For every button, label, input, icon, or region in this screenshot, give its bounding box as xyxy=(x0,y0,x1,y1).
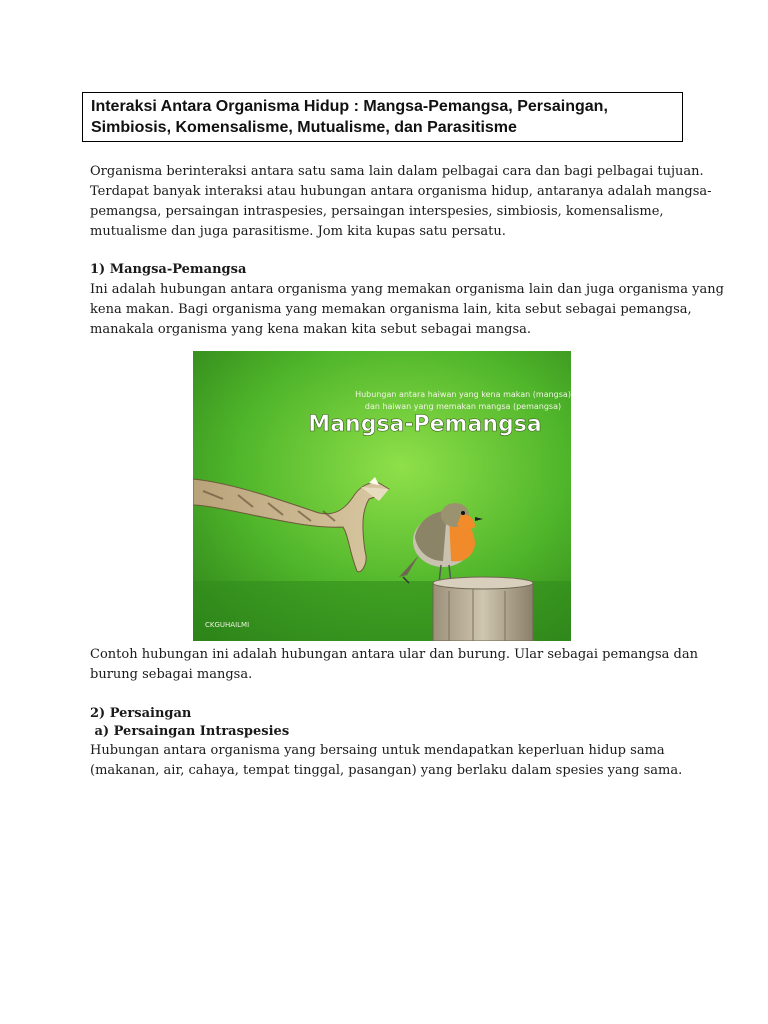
intro-line: Terdapat banyak interaksi atau hubungan antara organisma hidup, antaranya adalah mangsa- xyxy=(90,184,712,199)
section-2a-paragraph xyxy=(90,741,690,781)
title-line-2: Simbiosis, Komensalisme, Mutualisme, dan Parasitisme xyxy=(91,119,517,136)
intro-line: Organisma berinteraksi antara satu sama lain dalam pelbagai cara dan bagi pelbagai tujuan. xyxy=(90,164,704,179)
caption-line-2: dan haiwan yang memakan mangsa (pemangsa) xyxy=(364,402,562,411)
section-1-line: kena makan. Bagi organisma yang memakan organisma lain, kita sebut sebagai pemangsa, xyxy=(90,302,692,317)
example-paragraph xyxy=(90,645,698,685)
example-line: burung sebagai mangsa. xyxy=(90,667,253,682)
section-2a-line: (makanan, air, cahaya, tempat tinggal, pasangan) yang berlaku dalam spesies yang sama. xyxy=(90,763,683,778)
intro-line: mutualisme dan juga parasitisme. Jom kita kupas satu persatu. xyxy=(90,224,506,239)
image-title: Mangsa-Pemangsa xyxy=(308,412,542,437)
section-2-heading: 2) Persaingan xyxy=(90,706,192,721)
section-1-line: Ini adalah hubungan antara organisma yang memakan organisma lain dan juga organisma yang xyxy=(90,282,724,297)
section-2a-subheading: a) Persaingan Intraspesies xyxy=(90,724,290,739)
example-line: Contoh hubungan ini adalah hubungan antara ular dan burung. Ular sebagai pemangsa dan xyxy=(90,647,698,662)
predator-prey-image xyxy=(193,351,571,641)
section-1-paragraph xyxy=(90,280,724,340)
image-watermark: CKGUHAILMI xyxy=(205,621,250,629)
intro-paragraph xyxy=(90,162,712,242)
wooden-post xyxy=(433,577,533,641)
caption-line-1: Hubungan antara haiwan yang kena makan (mangsa) xyxy=(355,390,571,399)
intro-line: pemangsa, persaingan intraspesies, persaingan interspesies, simbiosis, komensalisme, xyxy=(90,204,664,219)
page-title xyxy=(82,92,683,142)
section-1-heading: 1) Mangsa-Pemangsa xyxy=(90,262,247,277)
section-1-line: manakala organisma yang kena makan kita sebut sebagai mangsa. xyxy=(90,322,532,337)
title-line-1: Interaksi Antara Organisma Hidup : Mangsa-Pemangsa, Persaingan, xyxy=(91,98,608,115)
section-2a-line: Hubungan antara organisma yang bersaing untuk mendapatkan keperluan hidup sama xyxy=(90,743,665,758)
